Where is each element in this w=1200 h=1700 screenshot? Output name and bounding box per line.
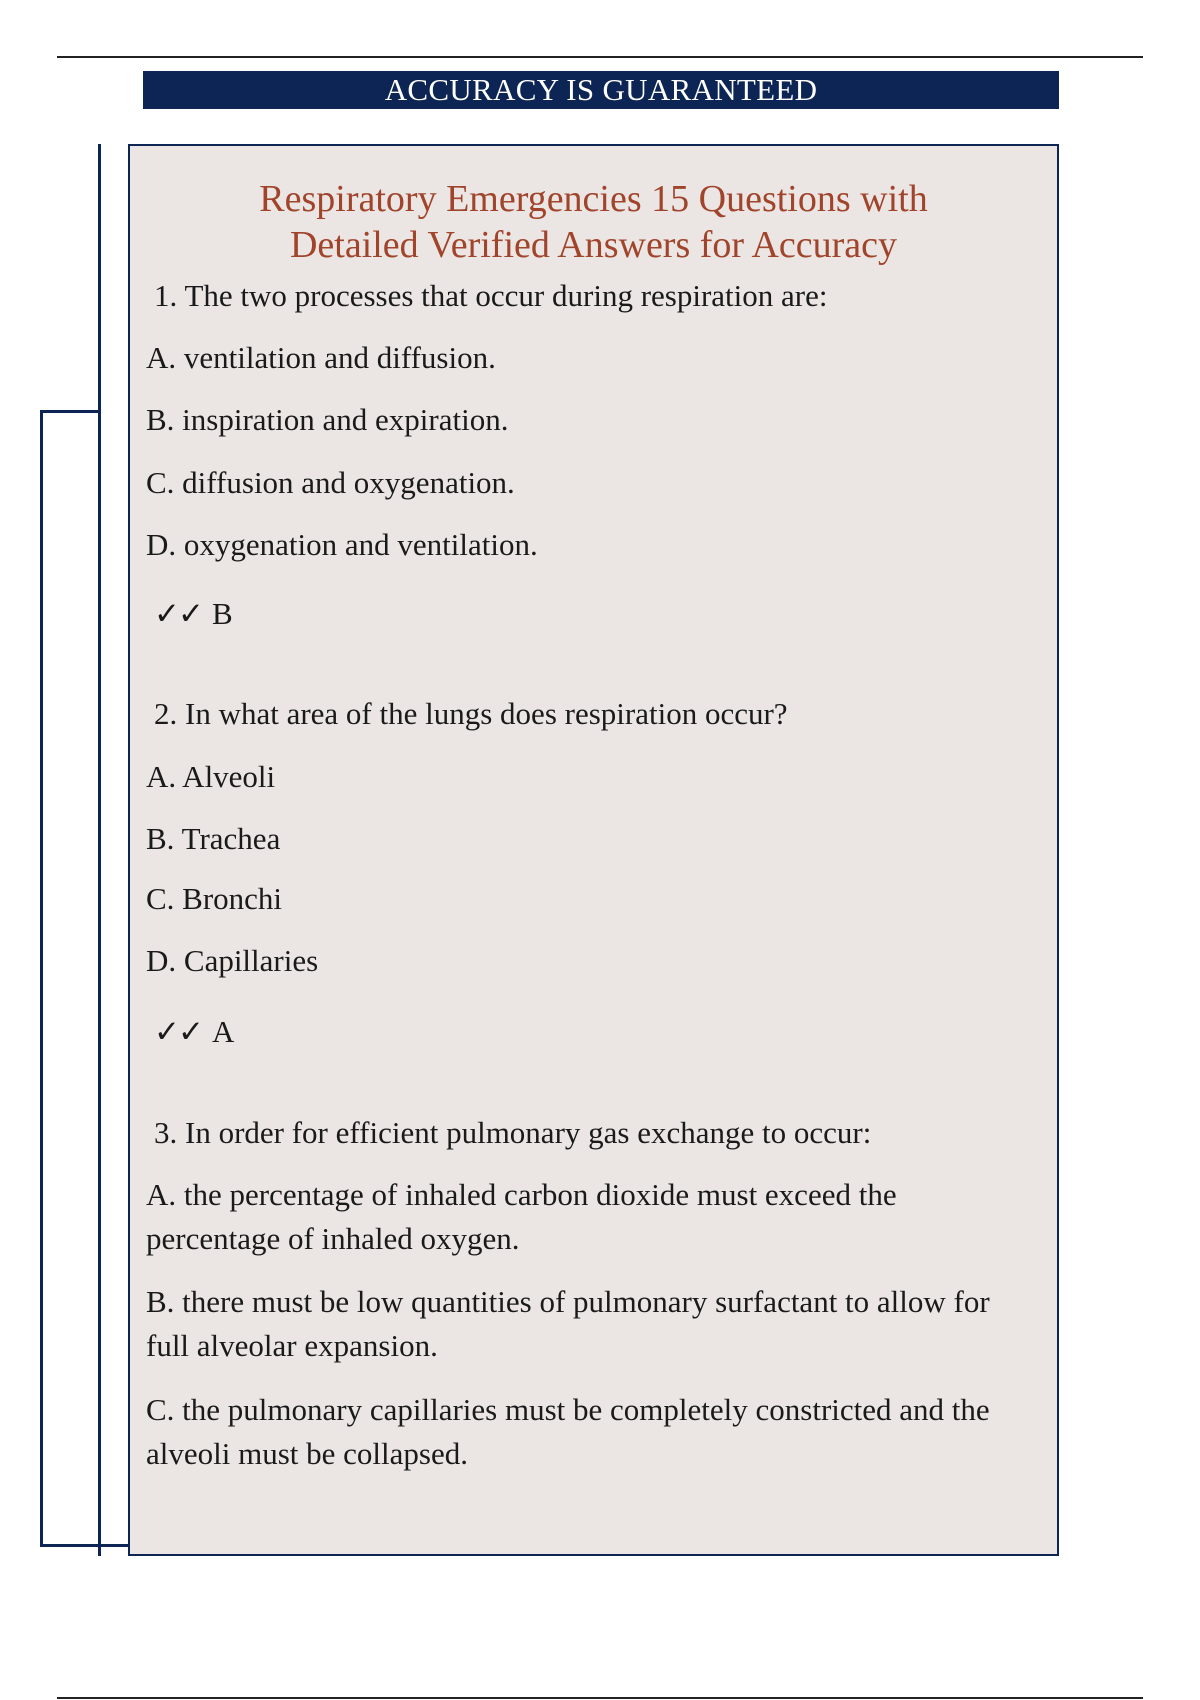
decorative-line-inner [98,144,101,1556]
decorative-line-outer [40,410,43,1547]
accuracy-banner: ACCURACY IS GUARANTEED [143,71,1059,109]
title-line-2: Detailed Verified Answers for Accuracy [289,224,898,266]
question-2-prompt: 2. In what area of the lungs does respiration occur? [154,696,788,731]
question-2-option-b: B. Trachea [146,821,281,856]
question-3-option-c: C. the pulmonary capillaries must be completely constricted and the alveoli must be collapsed. [146,1392,990,1471]
question-card [128,144,1059,1556]
document-title [130,176,1057,268]
title-line-1: Respiratory Emergencies 15 Questions with [259,178,928,220]
checkmark-icon: ✓✓ [154,596,202,631]
bottom-rule [57,1697,1143,1699]
question-3-option-b: B. there must be low quantities of pulmonary surfactant to allow for full alveolar expansion. [146,1284,990,1363]
checkmark-icon: ✓✓ [154,1014,202,1049]
question-2-answer-letter: A [211,1014,235,1049]
decorative-line-upper [40,410,101,413]
question-2-answer [154,1012,234,1052]
question-2-option-d: D. Capillaries [146,943,319,978]
question-3-prompt: 3. In order for efficient pulmonary gas exchange to occur: [154,1115,872,1150]
top-rule [57,56,1143,58]
question-2-option-c: C. Bronchi [146,881,283,916]
question-2-option-a: A. Alveoli [146,759,276,794]
question-1-prompt: 1. The two processes that occur during respiration are: [154,278,828,313]
question-1-answer-letter: B [211,596,233,631]
question-1-option-b: B. inspiration and expiration. [146,402,509,437]
question-1-option-a: A. ventilation and diffusion. [146,340,496,375]
question-1-option-d: D. oxygenation and ventilation. [146,527,538,562]
question-1-answer [154,594,233,634]
question-1-option-c: C. diffusion and oxygenation. [146,465,515,500]
question-3-option-a: A. the percentage of inhaled carbon dioxide must exceed the percentage of inhaled oxygen. [146,1177,897,1256]
